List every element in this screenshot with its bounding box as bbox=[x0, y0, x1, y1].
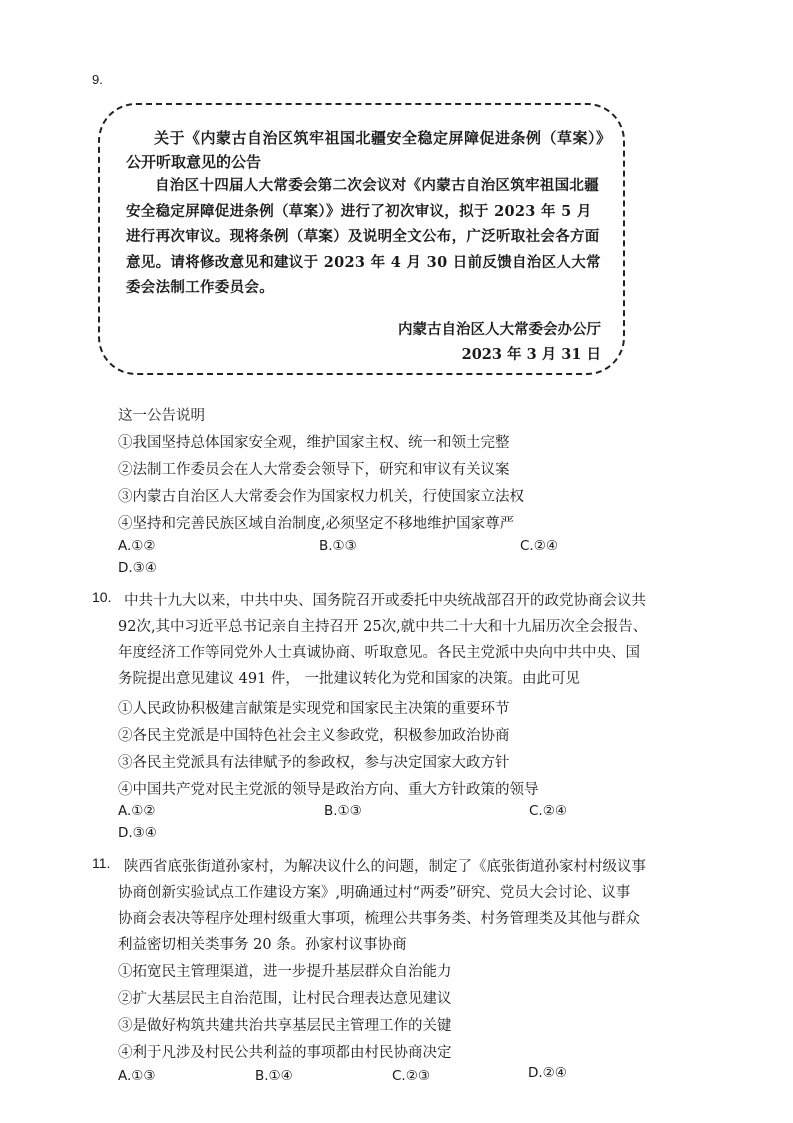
statement-item: ②扩大基层民主自治范围，让村民合理表达意见建议 bbox=[118, 991, 452, 1007]
notice-title: 关于《内蒙古自治区筑牢祖国北疆安全稳定屏障促进条例（草案）》 bbox=[154, 129, 612, 147]
answer-option[interactable]: B.①③ bbox=[319, 538, 357, 554]
statement-item: ①我国坚持总体国家安全观，维护国家主权、统一和领土完整 bbox=[118, 435, 510, 451]
question-stem-line: 协商创新实验试点工作建设方案》,明确通过村“两委”研究、党员大会讨论、议事 bbox=[118, 885, 631, 901]
notice-date: 2023 年 3 月 31 日 bbox=[461, 346, 601, 363]
question-stem: 这一公告说明 bbox=[118, 408, 205, 424]
question-stem-line: 年度经济工作等同党外人士真诚协商、听取意见。各民主党派中央向中共中央、国 bbox=[118, 645, 640, 661]
statement-item: ③各民主党派具有法律赋予的参政权，参与决定国家大政方针 bbox=[118, 755, 510, 771]
answer-option[interactable]: C.②④ bbox=[520, 538, 558, 554]
question-number-9: 9. bbox=[92, 72, 103, 87]
answer-option[interactable]: C.②④ bbox=[529, 803, 567, 819]
question-stem-line: 92次,其中习近平总书记亲自主持召开 25次,就中共二十大和十九届历次全会报告、 bbox=[118, 619, 648, 635]
answer-option[interactable]: D.②④ bbox=[528, 1065, 567, 1081]
statement-item: ④坚持和完善民族区域自治制度,必须坚定不移地维护国家尊严 bbox=[118, 516, 515, 532]
answer-option[interactable]: C.②③ bbox=[392, 1068, 430, 1084]
question-stem-line: 利益密切相关类事务 20 条。孙家村议事协商 bbox=[118, 937, 407, 953]
statement-item: ④利于凡涉及村民公共利益的事项都由村民协商决定 bbox=[118, 1045, 452, 1061]
notice-signature bbox=[398, 317, 601, 367]
question-number-10: 10. bbox=[92, 589, 112, 605]
answer-option[interactable]: A.①② bbox=[118, 803, 156, 819]
question-number-11: 11. bbox=[92, 855, 111, 871]
question-stem-line: 陕西省底张街道孙家村，为解决议什么的问题，制定了《底张街道孙家村村级议事 bbox=[124, 859, 646, 875]
statement-item: ③是做好构筑共建共治共享基层民主管理工作的关键 bbox=[118, 1018, 452, 1034]
statement-item: ④中国共产党对民主党派的领导是政治方向、重大方针政策的领导 bbox=[118, 782, 539, 798]
statement-item: ①人民政协积极建言献策是实现党和国家民主决策的重要环节 bbox=[118, 701, 510, 717]
answer-option[interactable]: D.③④ bbox=[118, 825, 157, 841]
question-stem-line: 务院提出意见建议 491 件， 一批建议转化为党和国家的决策。由此可见 bbox=[118, 671, 581, 687]
statement-item: ②法制工作委员会在人大常委会领导下，研究和审议有关议案 bbox=[118, 462, 510, 478]
answer-option[interactable]: D.③④ bbox=[118, 560, 157, 576]
notice-signer: 内蒙古自治区人大常委会办公厅 bbox=[398, 321, 601, 338]
statement-item: ③内蒙古自治区人大常委会作为国家权力机关，行使国家立法权 bbox=[118, 489, 524, 505]
notice-title-line2: 公开听取意见的公告 bbox=[126, 153, 262, 171]
statement-item: ②各民主党派是中国特色社会主义参政党，积极参加政治协商 bbox=[118, 728, 510, 744]
answer-option[interactable]: A.①③ bbox=[118, 1068, 156, 1084]
question-stem-line: 中共十九大以来，中共中央、国务院召开或委托中央统战部召开的政党协商会议共 bbox=[124, 593, 646, 609]
notice-body: 自治区十四届人大常委会第二次会议对《内蒙古自治区筑牢祖国北疆安全稳定屏障促进条例（草案）》进行了初次审议，拟于 2023 年 5 月进行再次审议。现将条例（草案）及说明全文公布，广泛听取社会各方面意见。请将修改意见和建议于 2023 年 4 月 30 日前反馈自治区人大常委会法制工作委员会。 bbox=[126, 177, 601, 296]
statement-item: ①拓宽民主管理渠道，进一步提升基层群众自治能力 bbox=[118, 964, 452, 980]
answer-option[interactable]: A.①② bbox=[118, 538, 156, 554]
answer-option[interactable]: B.①④ bbox=[255, 1068, 293, 1084]
answer-option[interactable]: B.①③ bbox=[324, 803, 362, 819]
question-stem-line: 协商会表决等程序处理村级重大事项，梳理公共事务类、村务管理类及其他与群众 bbox=[118, 911, 640, 927]
